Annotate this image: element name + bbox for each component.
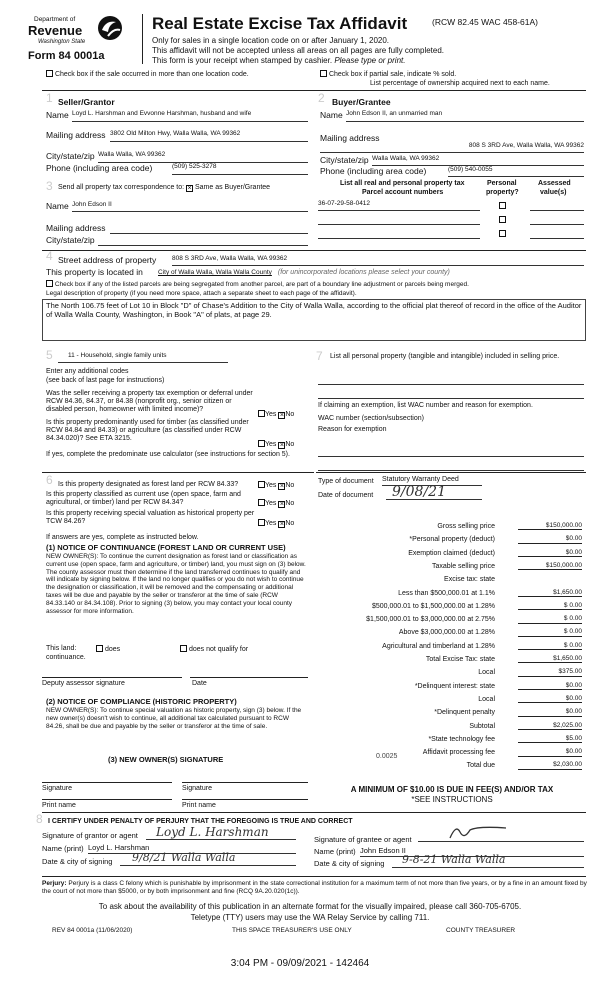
tax-row-label: $1,500,000.01 to $3,000,000.00 at 2.75% [366, 616, 495, 624]
tax-row-label: *Delinquent interest: state [414, 682, 495, 690]
correspondence-city-label: City/state/zip [46, 235, 95, 245]
correspondence-mailing-field[interactable] [110, 223, 308, 234]
personal-property-field-2[interactable] [318, 388, 584, 399]
alt-format-note: To ask about the availability of this publication in an alternate format for the visually impaired, please call 360-705-6705. [98, 902, 522, 911]
historic-question: Is this property receiving special valuation as historical property per TCW 84.26? [46, 510, 255, 526]
exemption-question: Was the seller receiving a property tax exemption or deferral under RCW 84.36, 84.37, or 84.38 (nonprofit org., senior citizen or disabled person, homeowner with limited income)? [46, 390, 253, 414]
doc-type: Statutory Warranty Deed [382, 476, 459, 483]
buyer-heading: Buyer/Grantee [332, 97, 391, 107]
additional-codes-note: (see back of last page for instructions) [46, 377, 165, 384]
deputy-label: Deputy assessor signature [42, 680, 125, 687]
partial-sale-label: Check box if partial sale, indicate % sold. [328, 71, 457, 78]
dor-logo [28, 14, 138, 64]
doc-date-label: Date of document [318, 492, 374, 499]
buyer-mailing: 808 S 3RD Ave, Walla Walla, WA 99362 [468, 142, 584, 149]
parcel-heading1: List all real and personal property tax [340, 180, 465, 187]
personal-property-field[interactable] [318, 374, 584, 385]
notice1-body: NEW OWNER(S): To continue the current designation as forest land or classification as current use (open space, farm and agriculture, or timber) land, you must sign on (3) below. The county assessor must then determine if the land transferred continues to qualify and will indicate by signing below. If the land no longer qualifies or you do not wish to continue the designation or classification, it will be removed and the compensating or additional taxes will be due and payable by the seller or transferor at the time of sale (RCW 84.33.140 or 84.34.108). Prior to signing (3) below, you may contact your local county assessor for more information. [46, 553, 306, 615]
does-label: does [104, 646, 121, 653]
tax-row-label: Exemption claimed (deduct) [408, 549, 495, 557]
dept-line3: Washington State [38, 39, 86, 45]
section-number: 7 [316, 349, 323, 363]
seller-phone-field[interactable] [172, 163, 308, 175]
buyer-mailing-field[interactable] [320, 142, 584, 153]
grantee-date-field[interactable] [392, 854, 584, 868]
assessed-heading1: Assessed [538, 180, 571, 187]
legal-label: Legal description of property (if you need more space, attach a separate sheet to each page of the affidavit). [46, 290, 357, 297]
treasurer-use: THIS SPACE TREASURER'S USE ONLY [232, 927, 352, 934]
buyer-name-field[interactable] [346, 110, 584, 122]
calculator-note: If yes, complete the predominate use calculator (see instructions for section 5). [46, 451, 290, 458]
notice1-title: (1) NOTICE OF CONTINUANCE (FOREST LAND OR CURRENT USE) [46, 543, 286, 552]
partial-sale-checkbox[interactable] [320, 70, 327, 77]
tax-row-label: Less than $500,000.01 at 1.1% [398, 589, 495, 597]
tax-row-label: Gross selling price [437, 523, 495, 530]
located-note: (for unincorporated locations please select your county) [277, 269, 450, 276]
doc-type-label: Type of document [318, 478, 374, 485]
grantee-name: John Edson II [360, 846, 406, 855]
buyer-mailing-label: Mailing address [320, 133, 380, 143]
owner-signature-label-2: Signature [182, 785, 212, 792]
buyer-name-label: Name [320, 110, 343, 120]
timber-yes-checkbox[interactable] [258, 440, 265, 447]
buyer-city: Walla Walla, WA 99362 [372, 155, 440, 162]
dor-swirl-icon [96, 14, 124, 42]
tax-row-value[interactable]: $2,025.00 [518, 722, 582, 730]
seller-name-label: Name [46, 110, 69, 120]
tax-row-label: Above $3,000,000.00 at 1.28% [398, 629, 495, 637]
personal-checkbox-1[interactable] [499, 202, 506, 209]
use-code: 11 - Household, single family units [68, 352, 167, 359]
personal-property-question: List all personal property (tangible and intangible) included in selling price. [330, 353, 560, 360]
tax-row-value[interactable]: $0.00 [518, 748, 582, 756]
yes-label: Yes [265, 441, 277, 448]
seller-heading: Seller/Grantor [58, 97, 115, 107]
same-as-buyer-label: Same as Buyer/Grantee [194, 184, 271, 191]
legal-description-field[interactable] [42, 299, 586, 341]
tax-row-value[interactable]: $0.00 [518, 682, 582, 690]
reason-field-2[interactable] [318, 460, 584, 471]
header-note3-italic: Please type or print. [334, 56, 406, 65]
deputy-date-label: Date [192, 680, 207, 687]
buyer-phone: (509) 540-0055 [448, 166, 493, 173]
seller-city: Walla Walla, WA 99362 [98, 151, 166, 158]
does-not-label: does not qualify for [188, 646, 249, 653]
tax-row-value[interactable]: $0.00 [518, 708, 582, 716]
minimum-fee-note: A MINIMUM OF $10.00 IS DUE IN FEE(S) AND/OR TAX [350, 785, 554, 794]
yes-label: Yes [265, 411, 277, 418]
tax-row-value[interactable]: $0.00 [518, 535, 582, 543]
tax-row-label: *State technology fee [428, 735, 495, 743]
section-number: 4 [46, 249, 53, 263]
cashier-stamp: 3:04 PM - 09/09/2021 - 142464 [230, 958, 370, 969]
seller-mailing-field[interactable] [110, 130, 308, 142]
owner-print-label-2: Print name [182, 802, 216, 809]
parcel-number: 36-07-29-58-0412 [318, 200, 371, 207]
tax-row-value[interactable]: $ 0.00 [518, 628, 582, 636]
perjury-text: Perjury is a class C felony which is punishable by imprisonment in the state correctional institution for a maximum term of not more than five years, or by a fine in an amount fixed by the court of not more than $5000, or by both imprisonment and fine (RCQ 9A.20.020(1c)). [42, 880, 587, 895]
buyer-phone-field[interactable] [448, 166, 584, 177]
revision-number: REV 84 0001a (11/06/2020) [52, 927, 133, 934]
tax-row-value[interactable]: $1,650.00 [518, 655, 582, 663]
grantor-signature-field[interactable] [146, 826, 296, 840]
timber-question: Is this property predominantly used for timber (as classified under RCW 84.84 and 84.33) or agriculture (as classified under RCW 84.34.020)? See ETA 3215. [46, 419, 249, 443]
buyer-phone-label: Phone (including area code) [320, 166, 427, 176]
section-number: 5 [46, 348, 53, 362]
street-field[interactable] [172, 255, 584, 266]
seller-mailing-label: Mailing address [46, 130, 106, 140]
does-not-checkbox[interactable] [180, 645, 187, 652]
tax-row-label: *Delinquent penalty [434, 709, 495, 717]
parcel-field-3[interactable] [318, 228, 480, 239]
tax-row-value[interactable]: $ 0.00 [518, 602, 582, 610]
tax-row-label: Taxable selling price [431, 562, 495, 570]
grantor-signature: Loyd L. Harshman [156, 825, 269, 839]
located-label: This property is located in [46, 267, 143, 277]
perjury-bold: Perjury: [42, 880, 67, 887]
tax-row-value[interactable]: $2,030.00 [518, 761, 582, 769]
segregation-checkbox[interactable] [46, 280, 53, 287]
yes-label: Yes [265, 482, 277, 489]
legal-description: The North 106.75 feet of Lot 10 in Block "D" of Chase's Addition to the City of Walla Walla, according to the official plat thereof of record in the office of the Auditor of Walla Walla County, Washington, in Book "A" of plats, at page 29. [46, 301, 582, 320]
section-number: 6 [46, 473, 53, 487]
same-as-buyer-checkbox[interactable] [186, 185, 193, 192]
grantee-date-label: Date & city of signing [314, 859, 385, 868]
section-number: 2 [318, 91, 325, 105]
tax-row-label: Local [478, 669, 495, 677]
correspondence-name-label: Name [46, 201, 69, 211]
tax-row-value[interactable]: $150,000.00 [518, 562, 582, 570]
personal-heading2: property? [486, 189, 519, 196]
seller-phone: (509) 525-3278 [172, 163, 217, 170]
grantee-signature-field[interactable] [418, 822, 584, 842]
grantor-name: Loyd L. Harshman [88, 843, 150, 852]
tax-row-label: Total Excise Tax: state [425, 656, 495, 663]
historic-yes-checkbox[interactable] [258, 519, 265, 526]
notice3-title: (3) NEW OWNER(S) SIGNATURE [108, 755, 224, 764]
assessed-field-2[interactable] [530, 214, 584, 225]
dept-line2: Revenue [28, 23, 83, 38]
dept-line1: Department of [34, 16, 76, 23]
street-address: 808 S 3RD Ave, Walla Walla, WA 99362 [172, 255, 288, 262]
tax-row-value[interactable]: $1,650.00 [518, 589, 582, 597]
reason-field[interactable] [318, 446, 584, 457]
grantee-date: 9-8-21 Walla Walla [402, 853, 506, 866]
section-number: 3 [46, 179, 53, 193]
notice2-title: (2) NOTICE OF COMPLIANCE (HISTORIC PROPERTY) [46, 697, 237, 706]
tax-row-value[interactable]: $150,000.00 [518, 522, 582, 530]
personal-checkbox-2[interactable] [499, 216, 506, 223]
tax-row-label: *Personal property (deduct) [409, 536, 495, 544]
grantee-name-label: Name (print) [314, 847, 356, 856]
section-number: 1 [46, 91, 53, 105]
header-note3: This form is your receipt when stamped by cashier. [152, 56, 333, 65]
seller-city-label: City/state/zip [46, 151, 95, 161]
correspondence-city-field[interactable] [98, 235, 308, 246]
grantor-sig-label: Signature of grantor or agent [42, 831, 138, 840]
exemption-claim-label: If claiming an exemption, list WAC number and reason for exemption. [318, 402, 533, 409]
page-title: Real Estate Excise Tax Affidavit [152, 14, 408, 33]
doc-date-field[interactable] [386, 484, 482, 500]
tax-row-label: Excise tax: state [444, 576, 495, 584]
certify-heading: I CERTIFY UNDER PENALTY OF PERJURY THAT THE FOREGOING IS TRUE AND CORRECT [48, 818, 353, 825]
header-note2: This affidavit will not be accepted unless all areas on all pages are fully completed. [152, 46, 445, 55]
tax-row-value[interactable]: $ 0.00 [518, 642, 582, 650]
seller-city-field[interactable] [98, 151, 308, 163]
no-label: No [285, 482, 295, 489]
wac-label: WAC number (section/subsection) [318, 415, 424, 422]
reason-label: Reason for exemption [318, 426, 387, 433]
correspondence-mailing-label: Mailing address [46, 223, 106, 233]
notice2-body: NEW OWNER(S): To continue special valuation as historic property, sign (3) below. If the new owner(s) doesn't wish to continue, all additional tax calculated pursuant to RCW 84.26, shall be due and payable by the seller or transferor at the time of sale. [46, 707, 302, 730]
this-land-label: This land: [46, 645, 77, 652]
tax-row-label: Affidavit processing fee [422, 749, 495, 757]
tax-row-value[interactable]: $ 0.00 [518, 615, 582, 623]
assessed-field-3[interactable] [530, 228, 584, 239]
forest-question: Is this property designated as forest land per RCW 84.33? [58, 481, 239, 488]
correspondence-name-field[interactable] [72, 201, 308, 212]
personal-heading1: Personal [487, 180, 517, 187]
buyer-name: John Edson II, an unmarried man [346, 110, 443, 117]
grantor-date-label: Date & city of signing [42, 857, 113, 866]
current-use-yes-checkbox[interactable] [258, 499, 265, 506]
tax-row-label: $500,000.01 to $1,500,000.00 at 1.28% [372, 602, 495, 610]
no-label: No [285, 441, 295, 448]
parcel-heading2: Parcel account numbers [362, 189, 444, 196]
assessed-field-1[interactable] [530, 200, 584, 211]
use-code-field[interactable] [58, 352, 228, 363]
yes-label: Yes [265, 500, 277, 507]
tax-row-label: Local [478, 695, 495, 703]
personal-checkbox-3[interactable] [499, 230, 506, 237]
grantor-name-label: Name (print) [42, 844, 84, 853]
forest-yes-checkbox[interactable] [258, 481, 265, 488]
doc-date: 9/08/21 [392, 484, 446, 500]
tax-row-value[interactable]: $375.00 [518, 668, 582, 676]
section-number: 8 [36, 812, 43, 826]
segregation-label: Check box if any of the listed parcels are being segregated from another parcel, are part of a boundary line adjustment or parcels being merged. [54, 281, 469, 288]
tax-row-label: Subtotal [469, 722, 495, 730]
local-rate: 0.0025 [376, 753, 398, 760]
exemption-yes-checkbox[interactable] [258, 410, 265, 417]
owner-print-label: Print name [42, 802, 76, 809]
multi-location-label: Check box if the sale occurred in more than one location code. [54, 71, 249, 78]
no-label: No [285, 500, 295, 507]
continuance-label: continuance. [46, 654, 86, 661]
tax-row-label: Total due [466, 762, 495, 770]
grantee-sig-label: Signature of grantee or agent [314, 835, 412, 844]
grantor-date: 9/8/21 Walla Walla [132, 851, 236, 864]
seller-name: Loyd L. Harshman and Evvonne Harshman, husband and wife [72, 110, 252, 117]
tax-row-value[interactable]: $0.00 [518, 549, 582, 557]
grantor-date-field[interactable] [120, 852, 296, 866]
tax-row-value[interactable]: $5.00 [518, 735, 582, 743]
does-checkbox[interactable] [96, 645, 103, 652]
header-note1: Only for sales in a single location code on or after January 1, 2020. [152, 36, 390, 45]
grantee-signature-scribble [448, 822, 508, 842]
rcw-reference: (RCW 82.45 WAC 458-61A) [432, 17, 538, 27]
parcel-field-1[interactable] [318, 200, 480, 211]
multi-location-checkbox[interactable] [46, 70, 53, 77]
form-number: Form 84 0001a [28, 50, 105, 62]
correspondence-name: John Edson II [72, 201, 112, 208]
county-treasurer: COUNTY TREASURER [446, 927, 516, 934]
location-select[interactable]: City of Walla Walla, Walla Walla County [158, 269, 272, 276]
tax-row-label: Agricultural and timberland at 1.28% [382, 642, 495, 650]
partial-sale-note: List percentage of ownership acquired next to each name. [370, 80, 550, 87]
tax-row-value[interactable]: $0.00 [518, 695, 582, 703]
parcel-field-2[interactable] [318, 214, 480, 225]
buyer-city-label: City/state/zip [320, 155, 369, 165]
additional-codes-label: Enter any additional codes [46, 368, 129, 375]
no-label: No [285, 520, 295, 527]
yes-label: Yes [265, 520, 277, 527]
tty-note: Teletype (TTY) users may use the WA Relay Service by calling 711. [190, 913, 430, 922]
buyer-city-field[interactable] [372, 155, 584, 166]
owner-signature-label: Signature [42, 785, 72, 792]
no-label: No [285, 411, 295, 418]
seller-mailing: 3802 Old Milton Hwy, Walla Walla, WA 99362 [110, 130, 241, 137]
see-instructions: *SEE INSTRUCTIONS [411, 795, 493, 804]
seller-phone-label: Phone (including area code) [46, 163, 153, 173]
correspondence-label: Send all property tax correspondence to: [58, 184, 185, 191]
street-label: Street address of property [58, 255, 157, 265]
seller-name-field[interactable] [72, 110, 308, 122]
answers-note: If answers are yes, complete as instructed below. [46, 534, 199, 541]
current-use-question: Is this property classified as current use (open space, farm and agricultural, or timber) land per RCW 84.34? [46, 491, 241, 507]
assessed-heading2: value(s) [540, 189, 567, 196]
